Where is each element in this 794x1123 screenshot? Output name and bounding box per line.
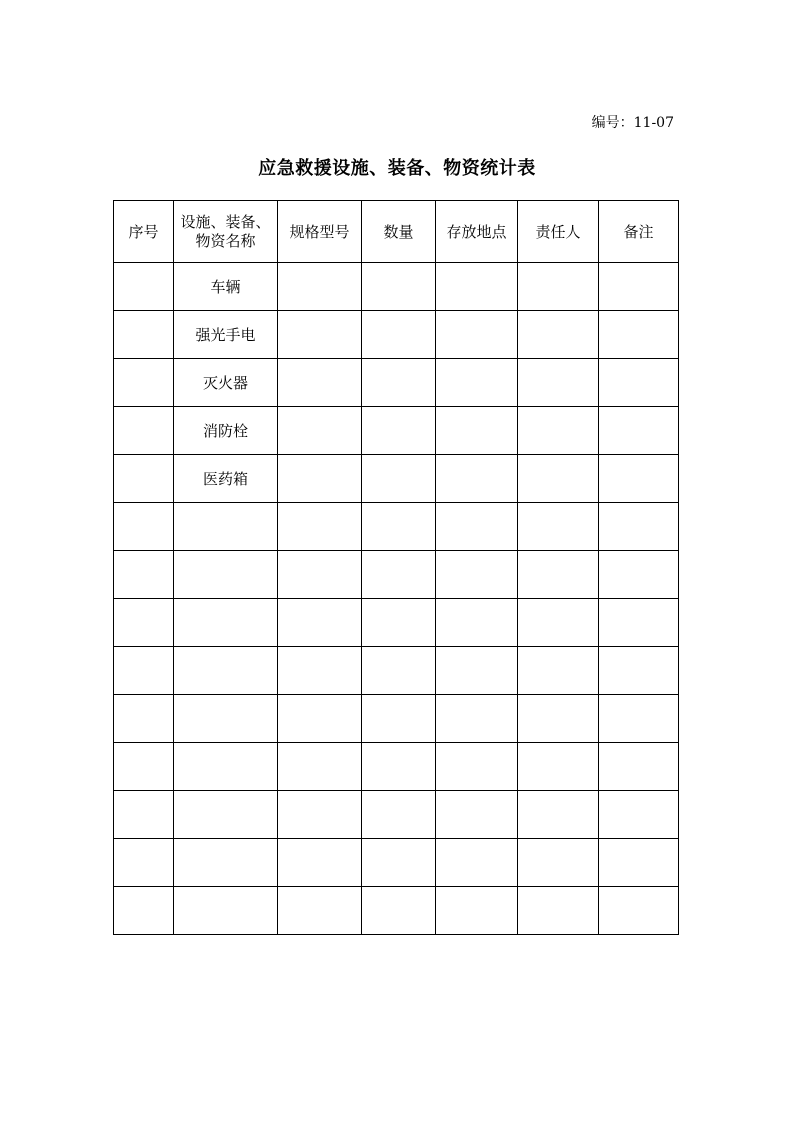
header-spec: 规格型号 — [278, 201, 362, 263]
cell-remark — [599, 647, 679, 695]
cell-spec — [278, 503, 362, 551]
cell-seq — [114, 743, 174, 791]
cell-seq — [114, 455, 174, 503]
cell-qty — [362, 599, 436, 647]
cell-seq — [114, 599, 174, 647]
cell-spec — [278, 695, 362, 743]
table-row — [114, 695, 679, 743]
cell-qty — [362, 791, 436, 839]
cell-remark — [599, 263, 679, 311]
cell-qty — [362, 407, 436, 455]
cell-spec — [278, 647, 362, 695]
cell-remark — [599, 455, 679, 503]
cell-qty — [362, 551, 436, 599]
cell-location — [436, 455, 518, 503]
cell-owner — [518, 359, 599, 407]
cell-spec — [278, 455, 362, 503]
cell-location — [436, 647, 518, 695]
header-name — [174, 201, 278, 263]
table-row — [114, 647, 679, 695]
cell-spec — [278, 551, 362, 599]
cell-location — [436, 599, 518, 647]
cell-owner — [518, 695, 599, 743]
cell-spec — [278, 599, 362, 647]
cell-location — [436, 263, 518, 311]
cell-seq — [114, 359, 174, 407]
cell-location — [436, 695, 518, 743]
cell-owner — [518, 311, 599, 359]
table-row — [114, 599, 679, 647]
cell-qty — [362, 503, 436, 551]
cell-seq — [114, 551, 174, 599]
cell-seq — [114, 503, 174, 551]
cell-qty — [362, 743, 436, 791]
table-row — [114, 407, 679, 455]
cell-spec — [278, 743, 362, 791]
cell-owner — [518, 263, 599, 311]
cell-spec — [278, 263, 362, 311]
cell-name: 强光手电 — [174, 311, 278, 359]
table-row — [114, 359, 679, 407]
cell-seq — [114, 263, 174, 311]
cell-qty — [362, 647, 436, 695]
cell-remark — [599, 359, 679, 407]
cell-name — [174, 551, 278, 599]
cell-owner — [518, 791, 599, 839]
table-body — [114, 263, 679, 935]
cell-location — [436, 887, 518, 935]
cell-location — [436, 407, 518, 455]
cell-name — [174, 839, 278, 887]
cell-remark — [599, 839, 679, 887]
cell-name: 医药箱 — [174, 455, 278, 503]
cell-remark — [599, 311, 679, 359]
cell-owner — [518, 455, 599, 503]
cell-remark — [599, 551, 679, 599]
cell-qty — [362, 455, 436, 503]
cell-seq — [114, 695, 174, 743]
cell-location — [436, 551, 518, 599]
cell-qty — [362, 887, 436, 935]
cell-spec — [278, 839, 362, 887]
table-row — [114, 263, 679, 311]
cell-name: 灭火器 — [174, 359, 278, 407]
table-row — [114, 839, 679, 887]
cell-qty — [362, 311, 436, 359]
cell-name: 车辆 — [174, 263, 278, 311]
header-owner: 责任人 — [518, 201, 599, 263]
equipment-statistics-table — [113, 200, 679, 935]
cell-location — [436, 311, 518, 359]
cell-seq — [114, 887, 174, 935]
cell-remark — [599, 599, 679, 647]
cell-seq — [114, 647, 174, 695]
cell-qty — [362, 359, 436, 407]
cell-spec — [278, 887, 362, 935]
cell-seq — [114, 839, 174, 887]
table-row — [114, 503, 679, 551]
cell-name — [174, 503, 278, 551]
cell-remark — [599, 887, 679, 935]
cell-name — [174, 743, 278, 791]
table-row — [114, 887, 679, 935]
cell-spec — [278, 359, 362, 407]
table-row — [114, 551, 679, 599]
cell-remark — [599, 791, 679, 839]
cell-location — [436, 791, 518, 839]
document-title: 应急救援设施、装备、物资统计表 — [258, 158, 536, 179]
header-seq: 序号 — [114, 201, 174, 263]
cell-name — [174, 647, 278, 695]
cell-owner — [518, 599, 599, 647]
cell-owner — [518, 839, 599, 887]
header-remark: 备注 — [599, 201, 679, 263]
cell-owner — [518, 887, 599, 935]
table-header-row — [114, 201, 679, 263]
cell-qty — [362, 695, 436, 743]
cell-remark — [599, 695, 679, 743]
cell-name — [174, 887, 278, 935]
cell-qty — [362, 839, 436, 887]
table-row — [114, 743, 679, 791]
cell-seq — [114, 407, 174, 455]
header-name-line2: 物资名称 — [195, 231, 256, 250]
cell-location — [436, 839, 518, 887]
cell-owner — [518, 407, 599, 455]
cell-name: 消防栓 — [174, 407, 278, 455]
cell-remark — [599, 407, 679, 455]
header-qty: 数量 — [362, 201, 436, 263]
document-number: 编号：11-07 — [591, 115, 674, 131]
cell-remark — [599, 503, 679, 551]
table-row — [114, 311, 679, 359]
cell-spec — [278, 407, 362, 455]
cell-owner — [518, 647, 599, 695]
cell-seq — [114, 311, 174, 359]
cell-name — [174, 599, 278, 647]
table-row — [114, 455, 679, 503]
cell-owner — [518, 551, 599, 599]
cell-name — [174, 791, 278, 839]
cell-remark — [599, 743, 679, 791]
header-location: 存放地点 — [436, 201, 518, 263]
header-name-line1: 设施、装备、 — [180, 212, 271, 231]
cell-owner — [518, 743, 599, 791]
cell-location — [436, 743, 518, 791]
cell-seq — [114, 791, 174, 839]
cell-qty — [362, 263, 436, 311]
cell-owner — [518, 503, 599, 551]
cell-spec — [278, 791, 362, 839]
cell-location — [436, 359, 518, 407]
cell-name — [174, 695, 278, 743]
cell-spec — [278, 311, 362, 359]
cell-location — [436, 503, 518, 551]
table-row — [114, 791, 679, 839]
